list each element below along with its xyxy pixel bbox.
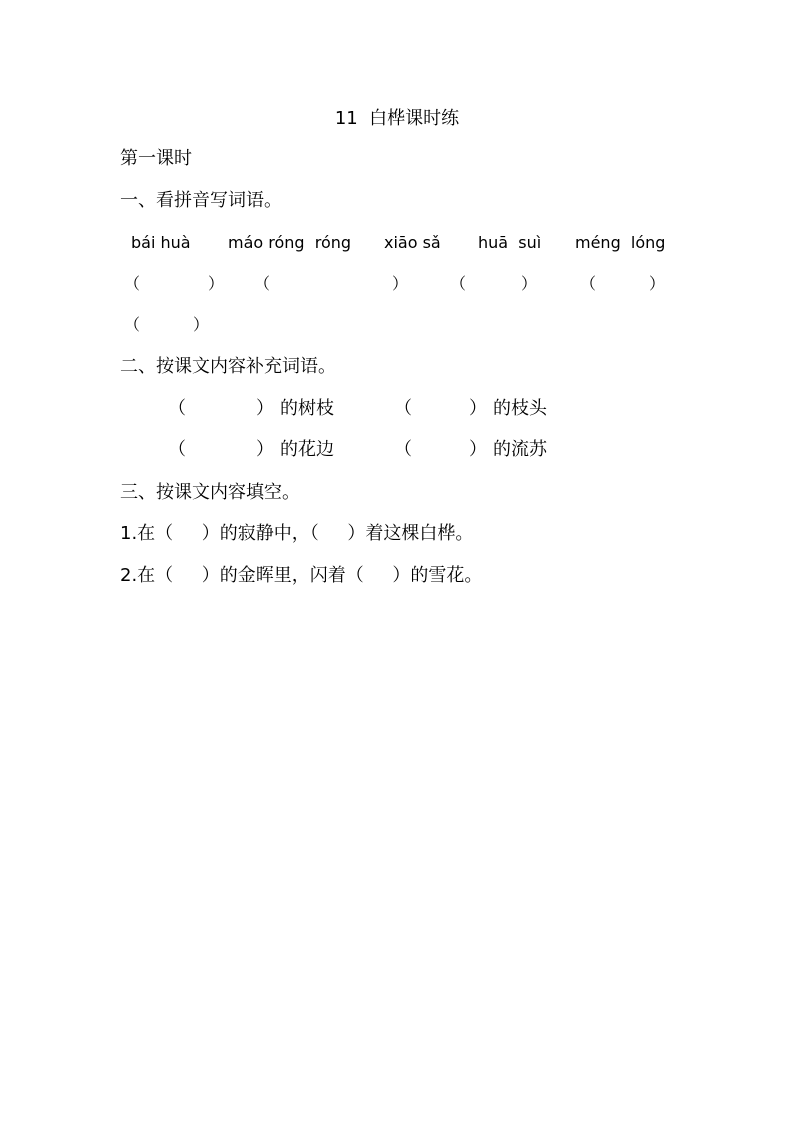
pinyin-word: méng lóng bbox=[575, 233, 666, 252]
fill-bracket-open[interactable]: （ bbox=[168, 439, 186, 460]
section2-heading: 二、按课文内容补充词语。 bbox=[120, 356, 336, 377]
fill-bracket-close[interactable]: ） bbox=[469, 439, 487, 460]
fill-bracket-open[interactable]: （ bbox=[168, 398, 186, 419]
fill-phrase: 的流苏 bbox=[493, 439, 547, 460]
fill-bracket-open[interactable]: （ bbox=[394, 439, 412, 460]
answer-bracket-open[interactable]: （ bbox=[124, 315, 141, 334]
fill-bracket-open[interactable]: （ bbox=[394, 398, 412, 419]
page-title: 11 白桦课时练 bbox=[334, 108, 460, 129]
lesson-label: 第一课时 bbox=[120, 148, 192, 169]
answer-bracket-open[interactable]: （ bbox=[450, 274, 467, 293]
pinyin-word: huā suì bbox=[478, 233, 542, 252]
section3-heading: 三、按课文内容填空。 bbox=[120, 482, 300, 503]
answer-bracket-open[interactable]: （ bbox=[254, 274, 271, 293]
section1-heading: 一、看拼音写词语。 bbox=[120, 190, 282, 211]
fill-bracket-close[interactable]: ） bbox=[256, 398, 274, 419]
fill-bracket-close[interactable]: ） bbox=[469, 398, 487, 419]
question-2: 2.在（ ）的金晖里，闪着（ ）的雪花。 bbox=[120, 565, 483, 586]
answer-bracket-open[interactable]: （ bbox=[124, 274, 141, 293]
answer-bracket-close[interactable]: ） bbox=[521, 274, 538, 293]
fill-bracket-close[interactable]: ） bbox=[256, 439, 274, 460]
answer-bracket-open[interactable]: （ bbox=[580, 274, 597, 293]
pinyin-word: máo róng róng bbox=[228, 233, 352, 252]
answer-bracket-close[interactable]: ） bbox=[208, 274, 225, 293]
pinyin-word: bái huà bbox=[131, 233, 191, 252]
pinyin-word: xiāo sǎ bbox=[384, 233, 441, 252]
answer-bracket-close[interactable]: ） bbox=[193, 315, 210, 334]
answer-bracket-close[interactable]: ） bbox=[649, 274, 666, 293]
fill-phrase: 的花边 bbox=[280, 439, 334, 460]
fill-phrase: 的枝头 bbox=[493, 398, 547, 419]
question-1: 1.在（ ）的寂静中，（ ）着这棵白桦。 bbox=[120, 523, 474, 544]
answer-bracket-close[interactable]: ） bbox=[392, 274, 409, 293]
fill-phrase: 的树枝 bbox=[280, 398, 334, 419]
